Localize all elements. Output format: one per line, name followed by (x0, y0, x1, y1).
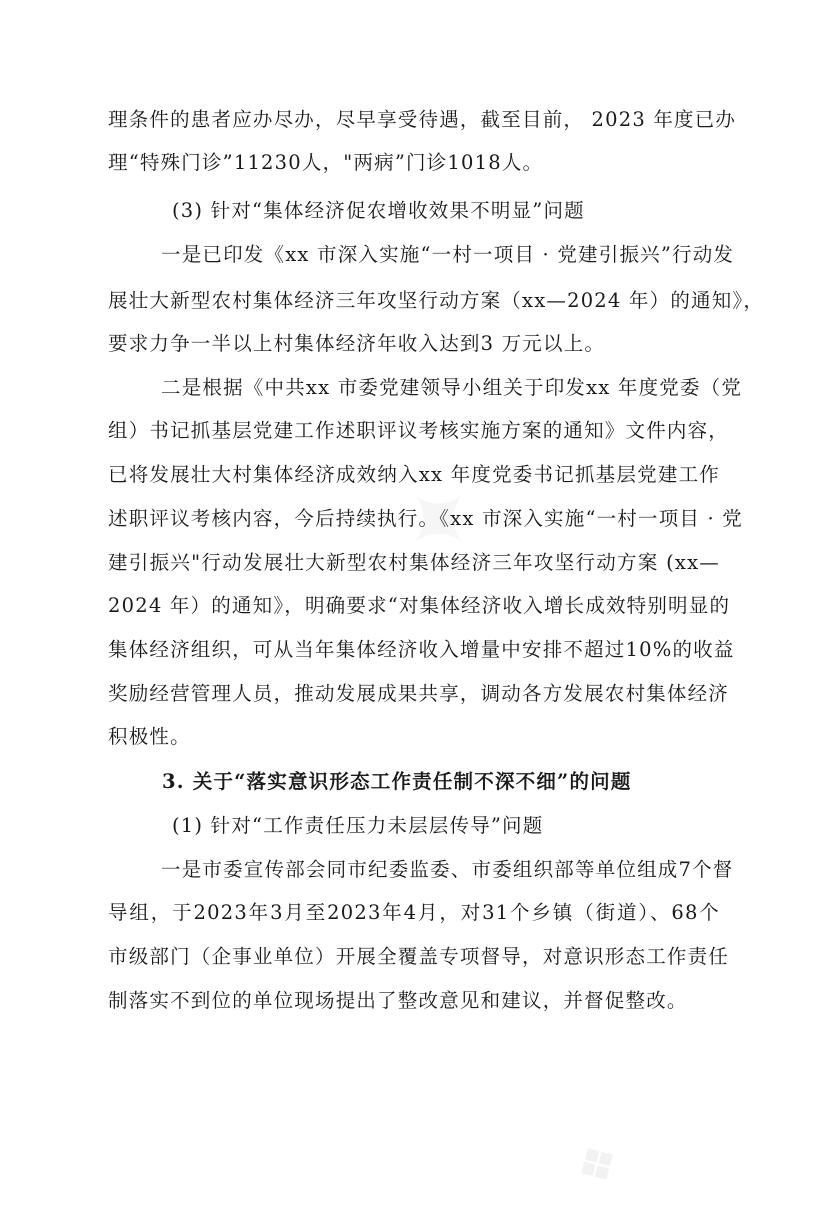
paragraph-line: 述职评议考核内容，今后持续执行。《xx 市深入实施“一村一项目 · 党 (108, 507, 744, 530)
paragraph-line: 制落实不到位的单位现场提出了整改意见和建议，并督促整改。 (108, 989, 688, 1012)
watermark-corner: ❖ (563, 1128, 632, 1202)
paragraph-line: 市级部门（企事业单位）开展全覆盖专项督导，对意识形态工作责任 (108, 945, 730, 968)
section-heading: (3) 针对“集体经济促农增收效果不明显”问题 (172, 199, 585, 222)
paragraph-line: 组）书记抓基层党建工作述职评议考核实施方案的通知》文件内容， (108, 419, 730, 442)
paragraph-line: 一是已印发《xx 市深入实施“一村一项目 · 党建引振兴”行动发 (161, 243, 735, 266)
paragraph-line: 2024 年）的通知》，明确要求“对集体经济收入增长成效特别明显的 (108, 594, 731, 617)
paragraph-line: 积极性。 (108, 725, 191, 748)
paragraph-line: 导组，于2023年3月至2023年4月，对31个乡镇（街道）、68个 (108, 901, 720, 924)
subsection-heading: (1) 针对“工作责任压力未层层传导”问题 (172, 814, 544, 837)
paragraph-line: 二是根据《中共xx 市委党建领导小组关于印发xx 年度党委（党 (161, 376, 743, 399)
section-heading: 3. 关于“落实意识形态工作责任制不深不细”的问题 (162, 770, 632, 793)
paragraph-line: 集体经济组织，可从当年集体经济收入增量中安排不超过10%的收益 (108, 638, 735, 661)
paragraph-line: 已将发展壮大村集体经济成效纳入xx 年度党委书记抓基层党建工作 (108, 463, 720, 486)
paragraph-line: 理条件的患者应办尽办，尽早享受待遇，截至目前， 2023 年度已办 (108, 108, 737, 131)
paragraph-line: 理“特殊门诊”11230人，"两病”门诊1018人。 (108, 151, 544, 174)
paragraph-line: 建引振兴"行动发展壮大新型农村集体经济三年攻坚行动方案 (xx— (108, 551, 720, 574)
paragraph-line: 要求力争一半以上村集体经济年收入达到3 万元以上。 (108, 332, 606, 355)
paragraph-line: 奖励经营管理人员，推动发展成果共享，调动各方发展农村集体经济 (108, 682, 730, 705)
paragraph-line: 展壮大新型农村集体经济三年攻坚行动方案（xx—2024 年）的通知》， (108, 289, 765, 312)
paragraph-line: 一是市委宣传部会同市纪委监委、市委组织部等单位组成7个督 (161, 858, 734, 881)
